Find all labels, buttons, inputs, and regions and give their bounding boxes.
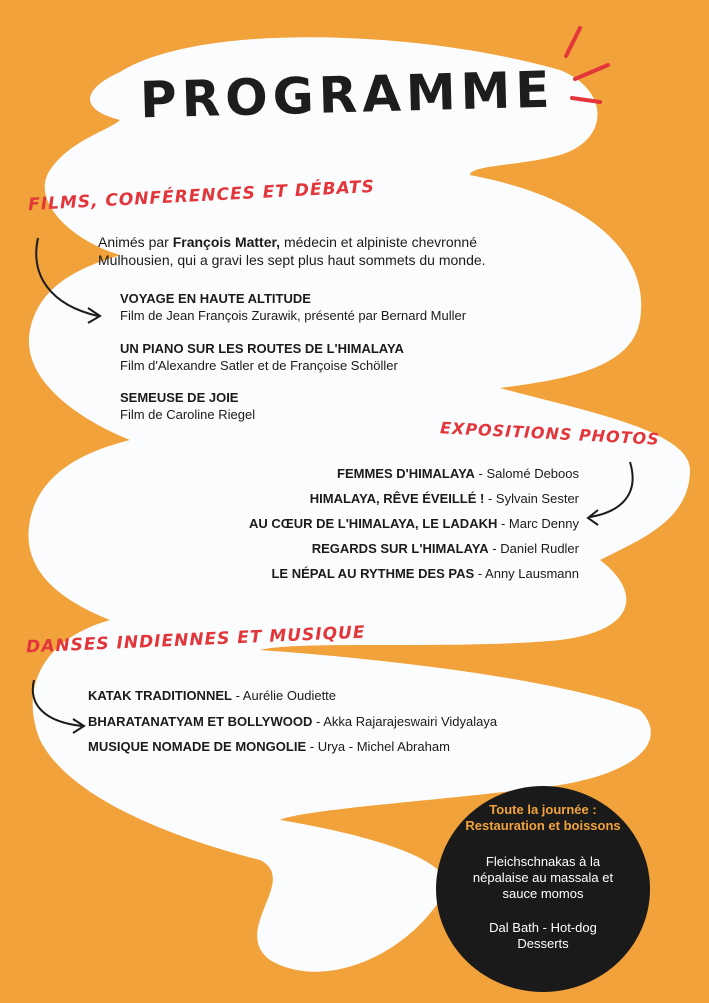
- expo-author: Sylvain Sester: [495, 491, 579, 506]
- food-dal: Dal Bath - Hot-dog: [489, 920, 597, 935]
- food-circle: [436, 786, 650, 992]
- expo-separator: -: [484, 491, 496, 506]
- food-extras: [436, 920, 650, 952]
- film-title: VOYAGE EN HAUTE ALTITUDE: [120, 291, 311, 306]
- expo-author: Marc Denny: [508, 516, 579, 531]
- film-item: [120, 290, 466, 324]
- food-line1: Toute la journée :: [489, 802, 597, 817]
- film-desc: Film d'Alexandre Satler et de Françoise Schöller: [120, 358, 398, 373]
- expo-title: FEMMES D'HIMALAYA: [337, 466, 475, 481]
- expo-item: [337, 465, 579, 482]
- expo-separator: -: [488, 541, 501, 556]
- film-desc: Film de Caroline Riegel: [120, 407, 256, 422]
- dance-title: KATAK TRADITIONNEL: [88, 688, 232, 703]
- expo-title: AU CŒUR DE L'HIMALAYA, LE LADAKH: [248, 516, 498, 531]
- intro-prefix: Animés par: [98, 234, 173, 250]
- expo-item: [271, 565, 579, 582]
- film-title: UN PIANO SUR LES ROUTES DE L'HIMALAYA: [120, 341, 404, 356]
- food-dishes: Fleichschnakas à la népalaise au massala et sauce momos: [472, 854, 614, 901]
- dance-item: [88, 738, 450, 755]
- dance-separator: -: [306, 739, 318, 754]
- dance-item: [88, 687, 336, 704]
- expo-author: Anny Lausmann: [485, 566, 579, 581]
- expo-title: LE NÉPAL AU RYTHME DES PAS: [271, 566, 475, 581]
- dance-title: BHARATANATYAM ET BOLLYWOOD: [88, 714, 313, 729]
- expo-author: Daniel Rudler: [500, 541, 579, 556]
- films-heading: FILMS, CONFÉRENCES ET DÉBATS: [27, 176, 376, 216]
- intro-name: François Matter,: [172, 234, 281, 250]
- expositions-heading: EXPOSITIONS PHOTOS: [439, 418, 661, 449]
- film-desc: Film de Jean François Zurawik, présenté par Bernard Muller: [120, 308, 467, 323]
- films-intro: [98, 233, 538, 269]
- film-item: [120, 340, 404, 374]
- expo-item: [312, 540, 579, 557]
- film-title: SEMEUSE DE JOIE: [120, 390, 239, 405]
- film-item: [120, 389, 255, 423]
- dance-author: Aurélie Oudiette: [242, 688, 337, 703]
- food-desserts: Desserts: [517, 936, 569, 951]
- expo-item: [249, 515, 579, 532]
- intro-suffix: médecin et alpiniste chevronné Mulhousien, qui a gravi les sept plus haut sommets du monde.: [98, 234, 486, 268]
- expo-item: [310, 490, 579, 507]
- dance-item: [88, 713, 497, 730]
- dance-separator: -: [312, 714, 324, 729]
- expo-separator: -: [474, 566, 486, 581]
- page-title: PROGRAMME: [139, 60, 556, 130]
- expo-author: Salomé Deboos: [486, 466, 579, 481]
- food-header: [436, 802, 650, 834]
- expo-separator: -: [497, 516, 509, 531]
- dance-separator: -: [231, 688, 243, 703]
- danses-heading: DANSES INDIENNES ET MUSIQUE: [25, 622, 366, 658]
- expo-separator: -: [474, 466, 487, 481]
- expo-title: HIMALAYA, RÊVE ÉVEILLÉ !: [309, 491, 485, 506]
- expo-title: REGARDS SUR L'HIMALAYA: [311, 541, 489, 556]
- dance-title: MUSIQUE NOMADE DE MONGOLIE: [88, 739, 307, 754]
- dance-author: Akka Rajarajeswairi Vidyalaya: [323, 714, 498, 729]
- food-line2: Restauration et boissons: [465, 818, 621, 833]
- dance-author: Urya - Michel Abraham: [317, 739, 450, 754]
